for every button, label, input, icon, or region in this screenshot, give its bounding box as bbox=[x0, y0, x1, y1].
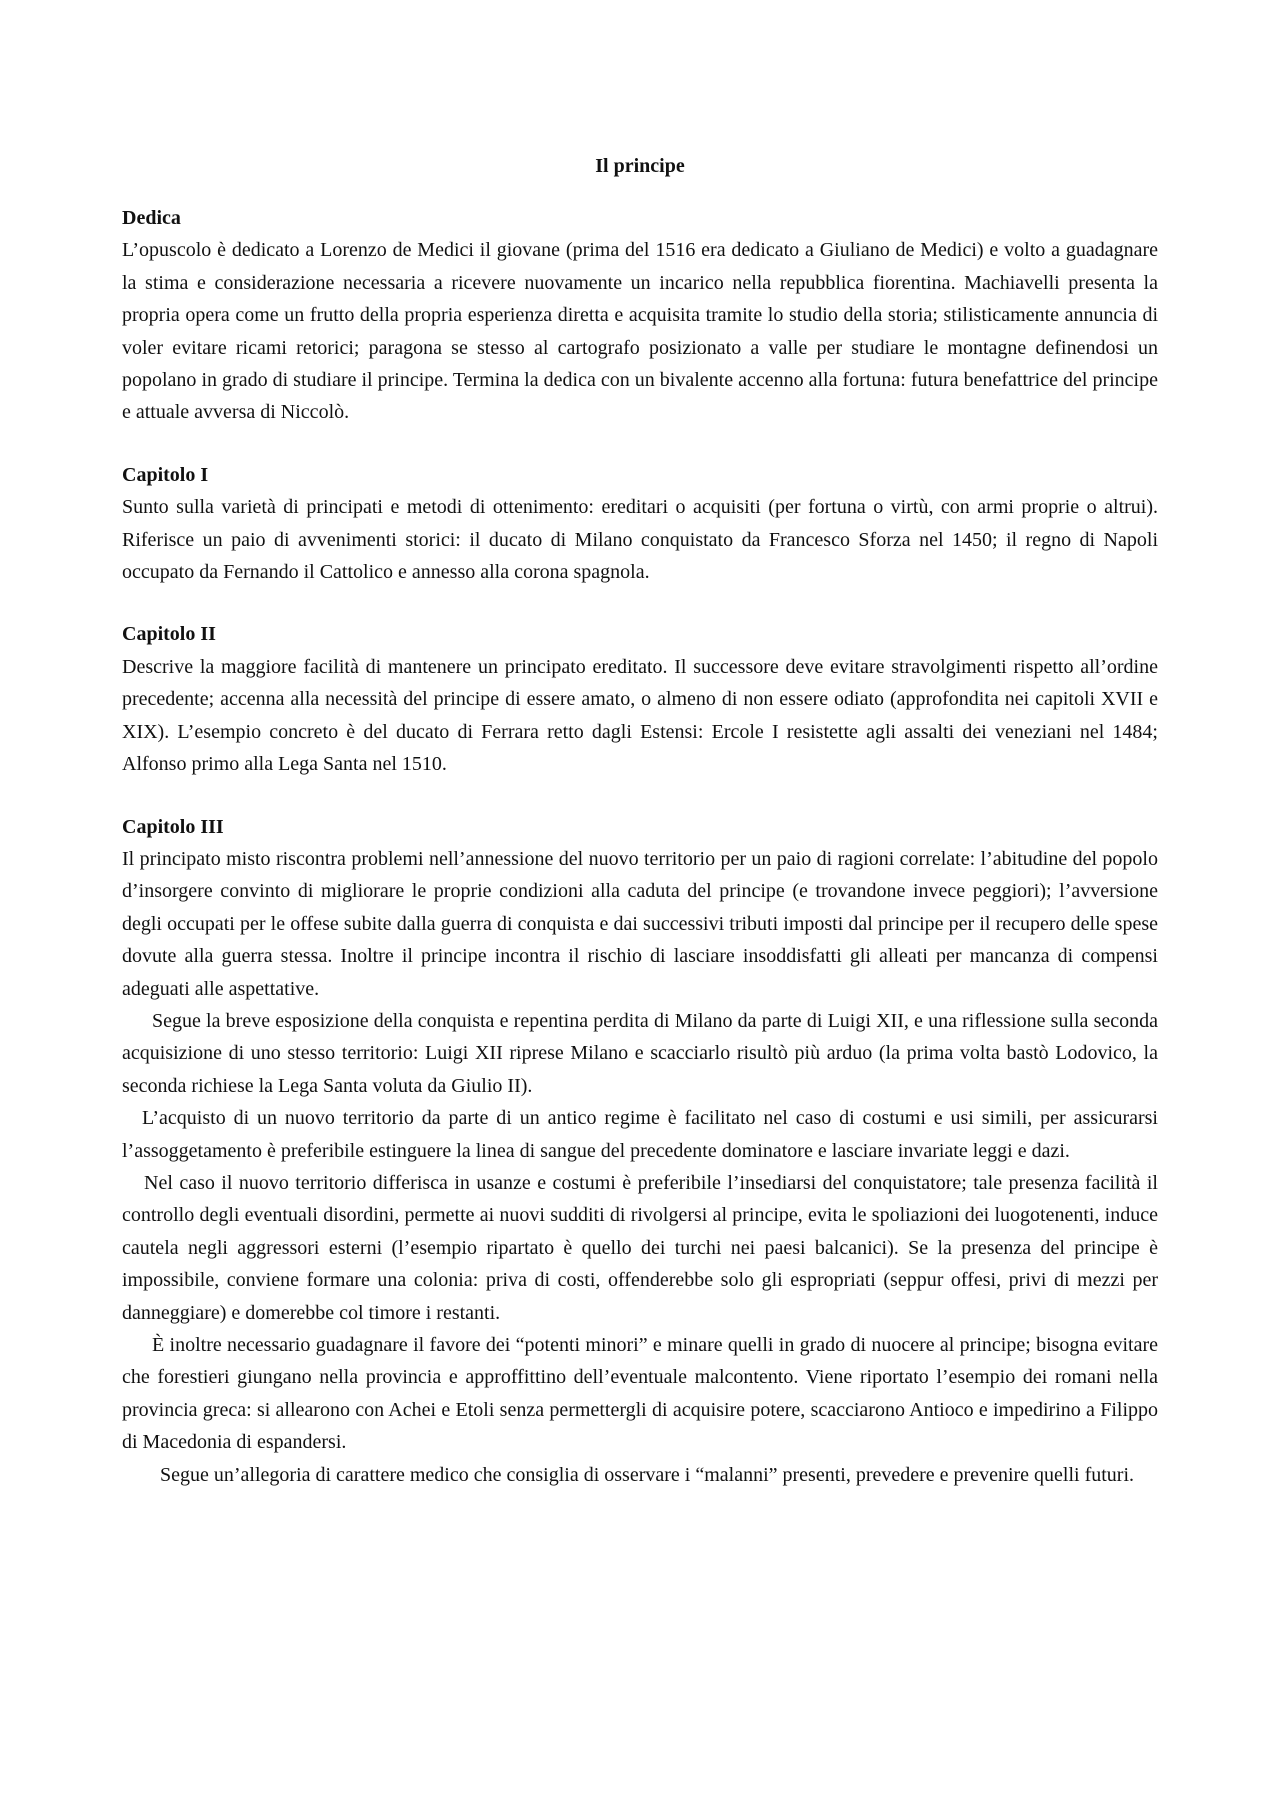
section-paragraph: Sunto sulla varietà di principati e metodi di ottenimento: ereditari o acquisiti (per fortuna o virtù, con armi proprie o altrui). Riferisce un paio di avvenimenti storici: il ducato di Milano conquistato da Francesco Sforza nel 1450; il regno di Napoli occupato da Fernando il Cattolico e annesso alla corona spagnola. bbox=[122, 496, 1158, 584]
section-paragraph: Descrive la maggiore facilità di mantenere un principato ereditato. Il successore deve evitare stravolgimenti rispetto all’ordine precedente; accenna alla necessità del principe di essere amato, o almeno di non essere odiato (approfondita nei capitoli XVII e XIX). L’esempio concreto è del ducato di Ferrara retto dagli Estensi: Ercole I resistette agli assalti dei veneziani nel 1484; Alfonso primo alla Lega Santa nel 1510. bbox=[122, 655, 1158, 776]
section-paragraph: È inoltre necessario guadagnare il favore dei “potenti minori” e minare quelli in grado di nuocere al principe; bisogna evitare che forestieri giungano nella provincia e approffittino dell’eventuale malcontento. Viene riportato l’esempio dei romani nella provincia greca: si allearono con Achei e Etoli senza permettergli di acquisire potere, scacciarono Antioco e impedirino a Filippo di Macedonia di espandersi. bbox=[122, 1334, 1158, 1454]
section-heading: Capitolo III bbox=[122, 815, 224, 838]
section-paragraph: Il principato misto riscontra problemi nell’annessione del nuovo territorio per un paio di ragioni correlate: l’abitudine del popolo d’insorgere convinto di migliorare le proprie condizioni alla caduta del principe (e trovandone invece peggiori); l’avversione degli occupati per le offese subite dalla guerra di conquista e dai successivi tributi imposti dal principe per il recupero delle spese dovute alla guerra stessa. Inoltre il principe incontra il rischio di lasciare insoddisfatti gli alleati per mancanza di compensi adeguati alle aspettative. bbox=[122, 847, 1158, 1000]
section-capitolo-ii bbox=[122, 618, 1158, 780]
section-paragraph: L’acquisto di un nuovo territorio da parte di un antico regime è facilitato nel caso di costumi e usi simili, per assicurarsi l’assoggetamento è preferibile estinguere la linea di sangue del precedente dominatore e lasciare invariate leggi e dazi. bbox=[122, 1107, 1158, 1162]
section-capitolo-iii bbox=[122, 811, 1158, 1492]
section-paragraph: Segue la breve esposizione della conquista e repentina perdita di Milano da parte di Luigi XII, e una riflessione sulla seconda acquisizione di uno stesso territorio: Luigi XII riprese Milano e scacciarlo risultò più arduo (la prima volta bastò Lodovico, la seconda richiese la Lega Santa voluta da Giulio II). bbox=[122, 1009, 1158, 1097]
section-paragraph: Segue un’allegoria di carattere medico che consiglia di osservare i “malanni” presenti, prevedere e prevenire quelli futuri. bbox=[160, 1463, 1135, 1486]
section-heading: Capitolo I bbox=[122, 463, 209, 486]
section-capitolo-i bbox=[122, 459, 1158, 589]
section-heading: Capitolo II bbox=[122, 623, 216, 646]
section-heading: Dedica bbox=[122, 207, 181, 229]
document-page bbox=[122, 150, 1158, 1491]
section-paragraph: Nel caso il nuovo territorio differisca in usanze e costumi è preferibile l’insediarsi del conquistatore; tale presenza facilità il controllo degli eventuali disordini, permette ai nuovi sudditi di rivolgersi al principe, evita le spoliazioni dei luogotenenti, induce cautela negli aggressori esterni (l’esempio ripartato è quello dei turchi nei paesi balcanici). Se la presenza del principe è impossibile, conviene formare una colonia: priva di costi, offenderebbe solo gli espropriati (seppur offesi, privi di mezzi per danneggiare) e domerebbe col timore i restanti. bbox=[122, 1171, 1158, 1324]
section-paragraph: L’opuscolo è dedicato a Lorenzo de Medici il giovane (prima del 1516 era dedicato a Giuliano de Medici) e volto a guadagnare la stima e considerazione necessaria a ricevere nuovamente un incarico nella repubblica fiorentina. Machiavelli presenta la propria opera come un frutto della propria esperienza diretta e acquisita tramite lo studio della storia; stilisticamente annuncia di voler evitare ricami retorici; paragona se stesso al cartografo posizionato a valle per studiare le montagne definendosi un popolano in grado di studiare il principe. Termina la dedica con un bivalente accenno alla fortuna: futura benefattrice del principe e attuale avversa di Niccolò. bbox=[122, 239, 1158, 424]
section-dedica bbox=[122, 202, 1158, 429]
document-title: Il principe bbox=[595, 155, 685, 177]
